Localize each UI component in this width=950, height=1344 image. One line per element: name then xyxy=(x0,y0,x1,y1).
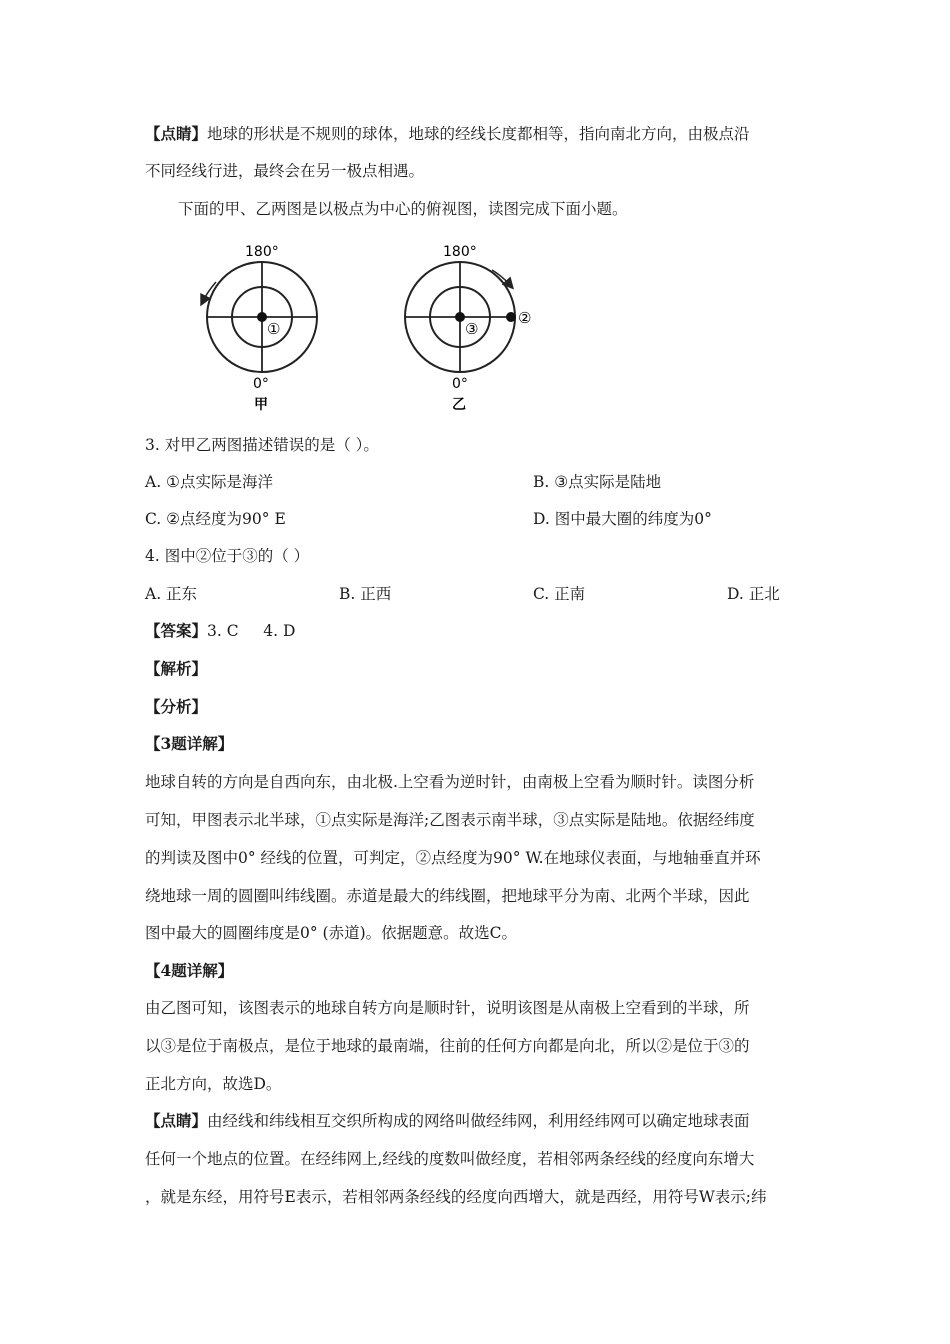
q4-detail-heading: 【4题详解】 xyxy=(145,961,234,980)
q3-detail-line: 的判读及图中0° 经线的位置，可判定，②点经度为90° W.在地球仪表面，与地轴垂直并环 xyxy=(145,849,761,867)
fenxi-heading: 【分析】 xyxy=(145,697,208,716)
q3-detail-heading: 【3题详解】 xyxy=(145,734,234,753)
dianjing-text-line: 由经线和纬线相互交织所构成的网络叫做经纬网，利用经纬网可以确定地球表面 xyxy=(207,1112,750,1130)
question-4-stem: 4. 图中②位于③的（ ） xyxy=(145,547,310,565)
figure-yi xyxy=(405,244,531,413)
q4-option-a: A. 正东 xyxy=(145,585,198,603)
q4-option-d: D. 正北 xyxy=(727,585,780,603)
question-3-stem: 3. 对甲乙两图描述错误的是（ ）。 xyxy=(145,436,379,454)
figure-jia xyxy=(203,244,317,413)
q3-detail-line: 地球自转的方向是自西向东，由北极.上空看为逆时针，由南极上空看为顺时针。读图分析 xyxy=(145,773,755,791)
q4-detail-line: 由乙图可知，该图表示的地球自转方向是顺时针，说明该图是从南极上空看到的半球，所 xyxy=(145,999,750,1017)
marker-3: ③ xyxy=(465,320,479,338)
q4-detail-line: 以③是位于南极点，是位于地球的最南端，往前的任何方向都是向北，所以②是位于③的 xyxy=(145,1037,750,1055)
bottom-label: 0° xyxy=(253,376,269,392)
q4-option-c: C. 正南 xyxy=(533,585,586,603)
q3-detail-line: 绕地球一周的圆圈叫纬线圈。赤道是最大的纬线圈，把地球平分为南、北两个半球，因此 xyxy=(145,887,750,905)
pole-point xyxy=(455,312,465,322)
bottom-label: 0° xyxy=(452,376,468,392)
dianjing-text-line: ，就是东经，用符号E表示，若相邻两条经线的经度向西增大，就是西经，用符号W表示;纬 xyxy=(145,1188,767,1206)
q3-option-d: D. 图中最大圈的纬度为0° xyxy=(533,510,712,528)
dianjing-paragraph-2 xyxy=(145,1111,750,1131)
answer-line xyxy=(145,621,295,641)
dianjing-tag: 【点睛】 xyxy=(145,1111,208,1130)
q3-detail-line: 可知，甲图表示北半球，①点实际是海洋;乙图表示南半球，③点实际是陆地。依据经纬度 xyxy=(145,811,755,829)
q3-option-b: B. ③点实际是陆地 xyxy=(533,473,662,491)
q3-detail-line: 图中最大的圆圈纬度是0° (赤道)。依据题意。故选C。 xyxy=(145,924,517,942)
q4-detail-line: 正北方向，故选D。 xyxy=(145,1075,282,1093)
q3-option-a: A. ①点实际是海洋 xyxy=(145,473,273,491)
dianjing-paragraph-1 xyxy=(145,124,750,144)
jiexi-heading: 【解析】 xyxy=(145,659,208,678)
pole-point xyxy=(257,312,267,322)
dianjing-text-line: 任何一个地点的位置。在经纬网上,经线的度数叫做经度，若相邻两条经线的经度向东增大 xyxy=(145,1150,755,1168)
dianjing-tag: 【点睛】 xyxy=(145,124,208,143)
dianjing-text-line: 不同经线行进，最终会在另一极点相遇。 xyxy=(145,162,425,180)
q4-option-b: B. 正西 xyxy=(339,585,392,603)
figure-name: 乙 xyxy=(452,397,466,413)
figure-name: 甲 xyxy=(254,397,268,413)
outer-point xyxy=(506,312,516,322)
marker-1: ① xyxy=(267,320,281,338)
top-label: 180° xyxy=(245,244,279,260)
intro-text: 下面的甲、乙两图是以极点为中心的俯视图，读图完成下面小题。 xyxy=(178,200,628,218)
answer-text: 3. C 4. D xyxy=(207,622,296,640)
rotation-arrow xyxy=(492,270,510,285)
top-label: 180° xyxy=(443,244,477,260)
dianjing-text-line: 地球的形状是不规则的球体，地球的经线长度都相等，指向南北方向，由极点沿 xyxy=(207,125,750,143)
marker-2: ② xyxy=(518,309,532,327)
answer-tag: 【答案】 xyxy=(145,621,208,640)
q3-option-c: C. ②点经度为90° E xyxy=(145,510,286,528)
polar-view-figure xyxy=(190,238,550,418)
